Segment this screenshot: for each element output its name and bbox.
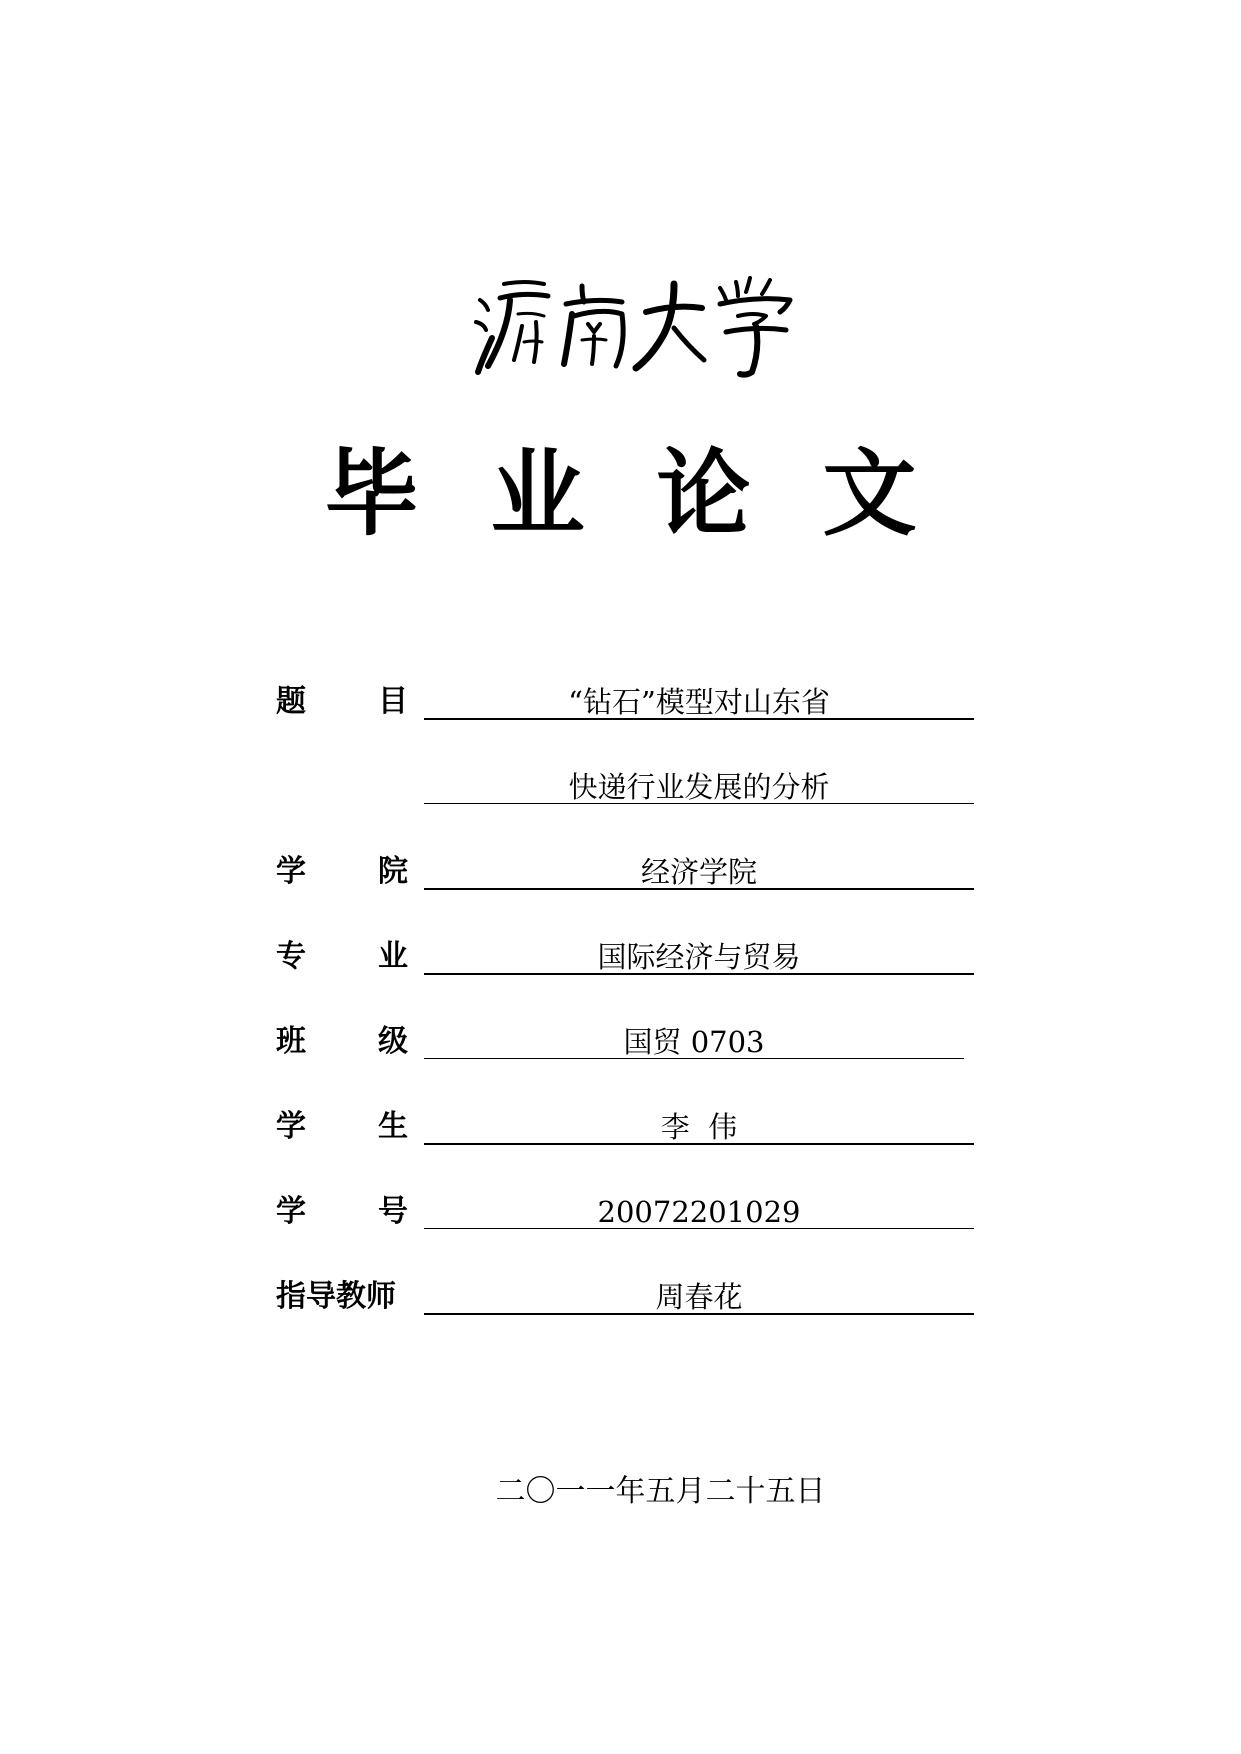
field-value-title-line1: “钻石”模型对山东省 (424, 682, 974, 720)
field-label-title-text-char-0: 题 (276, 684, 306, 719)
field-label-major-text-char-0: 专 (276, 939, 306, 974)
field-label-major (276, 937, 408, 977)
field-label-student-id (276, 1192, 408, 1232)
field-value-advisor: 周春花 (424, 1277, 974, 1315)
field-label-class-text-char-1: 级 (378, 1024, 408, 1059)
field-label-student-id-text-char-0: 学 (276, 1194, 306, 1229)
field-label-title (276, 682, 408, 722)
field-value-college: 经济学院 (424, 852, 974, 890)
field-label-class-text-char-0: 班 (276, 1024, 306, 1059)
field-label-student-text-char-0: 学 (276, 1109, 306, 1144)
field-label-college (276, 852, 408, 892)
field-label-college-text-char-0: 学 (276, 854, 306, 889)
field-label-college-text-char-1: 院 (378, 854, 408, 889)
field-label-student (276, 1107, 408, 1147)
field-label-title-text-char-1: 目 (378, 684, 408, 719)
university-logo (470, 270, 800, 380)
field-value-title-line2: 快递行业发展的分析 (424, 767, 974, 804)
field-value-student-id: 20072201029 (424, 1192, 974, 1229)
field-label-advisor: 指导教师 (276, 1279, 396, 1314)
field-label-major-text-char-1: 业 (378, 939, 408, 974)
field-label-student-text-char-1: 生 (378, 1109, 408, 1144)
field-value-student: 李 伟 (424, 1107, 974, 1145)
field-label-student-id-text-char-1: 号 (378, 1194, 408, 1229)
submission-date: 二〇一一年五月二十五日 (495, 1474, 826, 1509)
field-value-major: 国际经济与贸易 (424, 937, 974, 975)
university-calligraphy (470, 270, 800, 380)
field-value-class: 国贸 0703 (424, 1022, 964, 1059)
field-label-class (276, 1022, 408, 1062)
thesis-title-heading: 毕业论文 (324, 440, 989, 549)
